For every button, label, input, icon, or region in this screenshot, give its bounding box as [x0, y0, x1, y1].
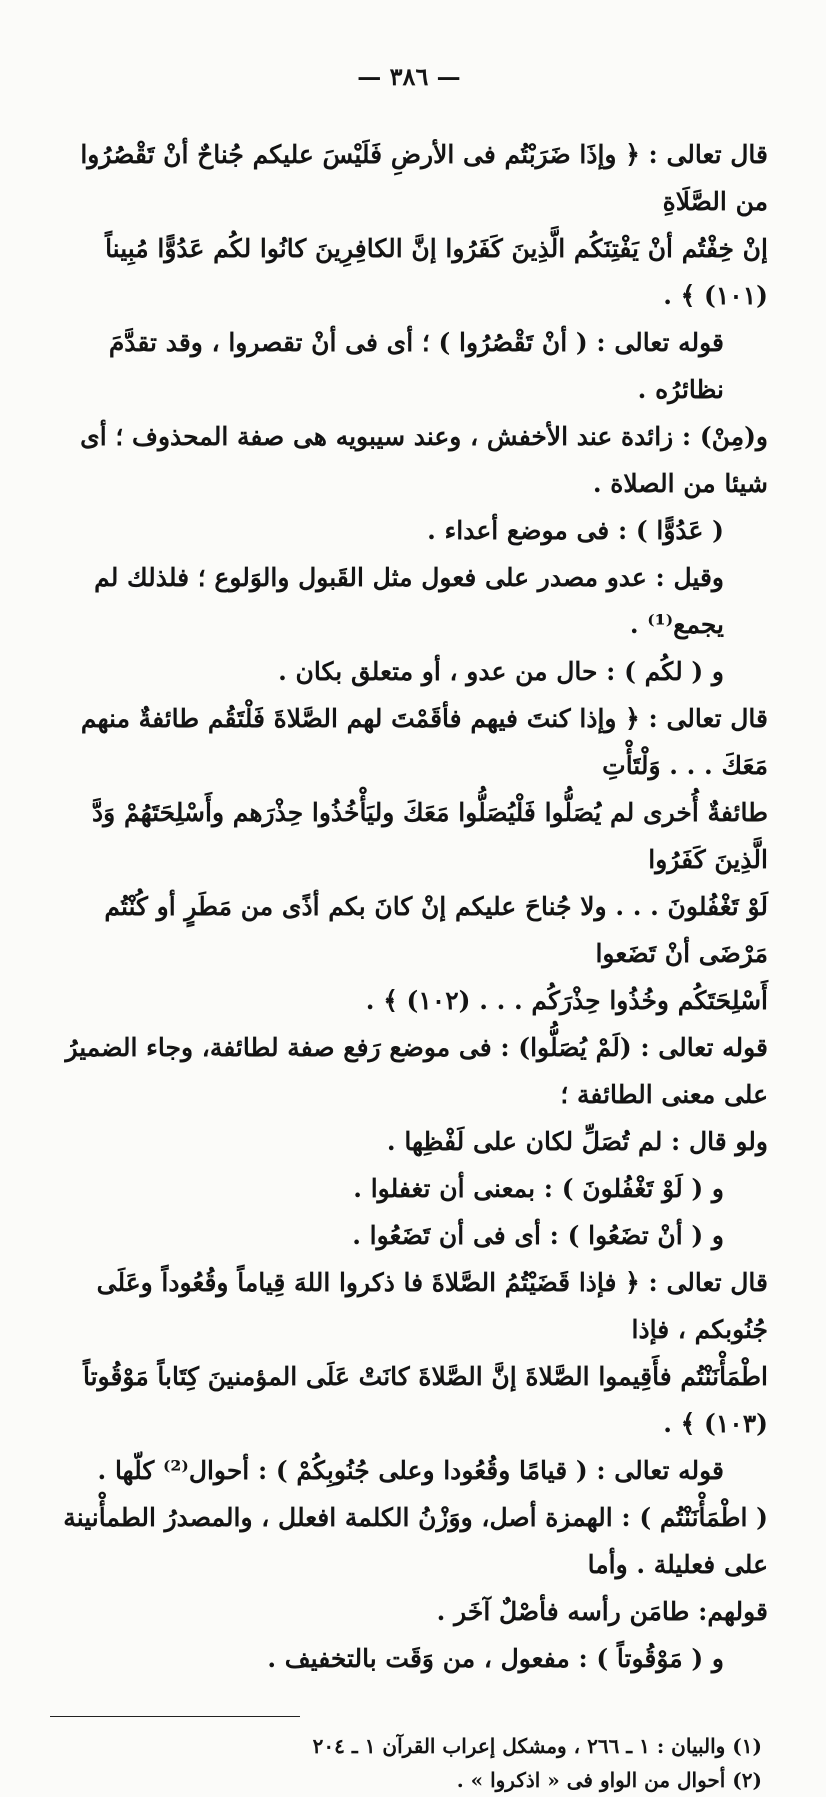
text-line: اطْمَأْنَنْتُم فأَقِيموا الصَّلاةَ إنَّ الصَّلاةَ كانَتْ عَلَى المؤمنينَ كِتَاباً مَوْقُوتاً (١٠٣) ﴾ .: [82, 1362, 768, 1438]
text-line: قال تعالى : ﴿ وإذَا ضَرَبْتُم فى الأرضِ فَلَيْسَ عليكم جُناحٌ أنْ تَقْصُرُوا من الصَّلَاةِ: [80, 140, 768, 216]
text-line: إنْ خِفْتُم أنْ يَفْتِنَكُم الَّذِينَ كَفَرُوا إنَّ الكافِرِينَ كانُوا لكُم عَدُوًّا مُبِيناً (١٠١) ﴾ .: [105, 234, 768, 310]
main-text: [50, 131, 768, 1682]
footnote: (١) والبيان : ١ ـ ٢٦٦ ، ومشكل إعراب القرآن ١ ـ ٢٠٤: [312, 1734, 762, 1758]
text-line: قوله تعالى : (لَمْ يُصَلُّوا) : فى موضع رَفع صفة لطائفة، وجاء الضميرُ على معنى الطائفة ؛: [65, 1033, 768, 1109]
text-line: قوله تعالى : ( قيامًا وقُعُودا وعلى جُنُوبِكُمْ ) : أحوال⁽²⁾ كلّها .: [97, 1456, 724, 1485]
text-line: وقيل : عدو مصدر على فعول مثل القَبول والوَلوع ؛ فلذلك لم يجمع⁽¹⁾ .: [94, 563, 724, 639]
page-number: — ٣٨٦ —: [357, 62, 461, 91]
text-line: طائفةٌ أُخرى لم يُصَلُّوا فَلْيُصَلُّوا مَعَكَ وليَأْخُذُوا حِذْرَهم وأَسْلِحَتَهُمْ وَدَّ الَّذِينَ كَفَرُوا: [92, 798, 768, 874]
footnote-divider: [50, 1716, 300, 1717]
text-line: قوله تعالى : ( أنْ تَقْصُرُوا ) ؛ أى فى أنْ تقصروا ، وقد تقدَّمَ نظائرُه .: [108, 328, 724, 404]
text-line: ( اطْمَأْنَنْتُم ) : الهمزة أصل، ووَزْنُ الكلمة افعلل ، والمصدرُ الطمأْنينة على فعليلة . وأما: [63, 1503, 768, 1579]
footnote-section: [50, 1716, 768, 1797]
footnote: (٢) أحوال من الواو فى « اذكروا » .: [456, 1768, 762, 1792]
text-line: و ( مَوْقُوتاً ) : مفعول ، من وَقَت بالتخفيف .: [267, 1644, 724, 1673]
text-line: قال تعالى : ﴿ وإذا كنتَ فيهم فأقَمْتَ لهم الصَّلاةَ فَلْتَقُم طائفةٌ منهم مَعَكَ . . . وَلْتَأْتِ: [80, 704, 768, 780]
text-line: و(مِنْ) : زائدة عند الأخفش ، وعند سيبويه هى صفة المحذوف ؛ أى شيئا من الصلاة .: [80, 422, 768, 498]
text-line: و ( أنْ تضَعُوا ) : أى فى أن تَضَعُوا .: [352, 1221, 724, 1250]
text-line: أَسْلِحَتَكُم وخُذُوا حِذْرَكُم . . . (١٠٢) ﴾ .: [365, 986, 768, 1015]
footnotes: [50, 1729, 768, 1797]
text-line: و ( لَوْ تَغْفُلونَ ) : بمعنى أن تغفلوا .: [353, 1174, 724, 1203]
text-line: ( عَدُوًّا ) : فى موضع أعداء .: [427, 516, 724, 545]
text-line: لَوْ تَغْفُلونَ . . . ولا جُناحَ عليكم إنْ كانَ بكم أذًى من مَطَرٍ أو كُنْتُم مَرْضَى أنْ تَضَعوا: [104, 892, 768, 968]
text-line: و ( لكُم ) : حال من عدو ، أو متعلق بكان .: [278, 657, 724, 686]
text-line: ولو قال : لم تُصَلِّ لكان على لَفْظِها .: [386, 1127, 768, 1156]
text-line: قال تعالى : ﴿ فإذا قَضَيْتُمُ الصَّلاةَ فا ذكروا اللهَ قِياماً وقُعُوداً وعَلَى جُنُوبكم ، فإذا: [96, 1268, 768, 1344]
text-line: قولهم: طامَن رأسه فأصْلٌ آخَر .: [436, 1597, 768, 1626]
